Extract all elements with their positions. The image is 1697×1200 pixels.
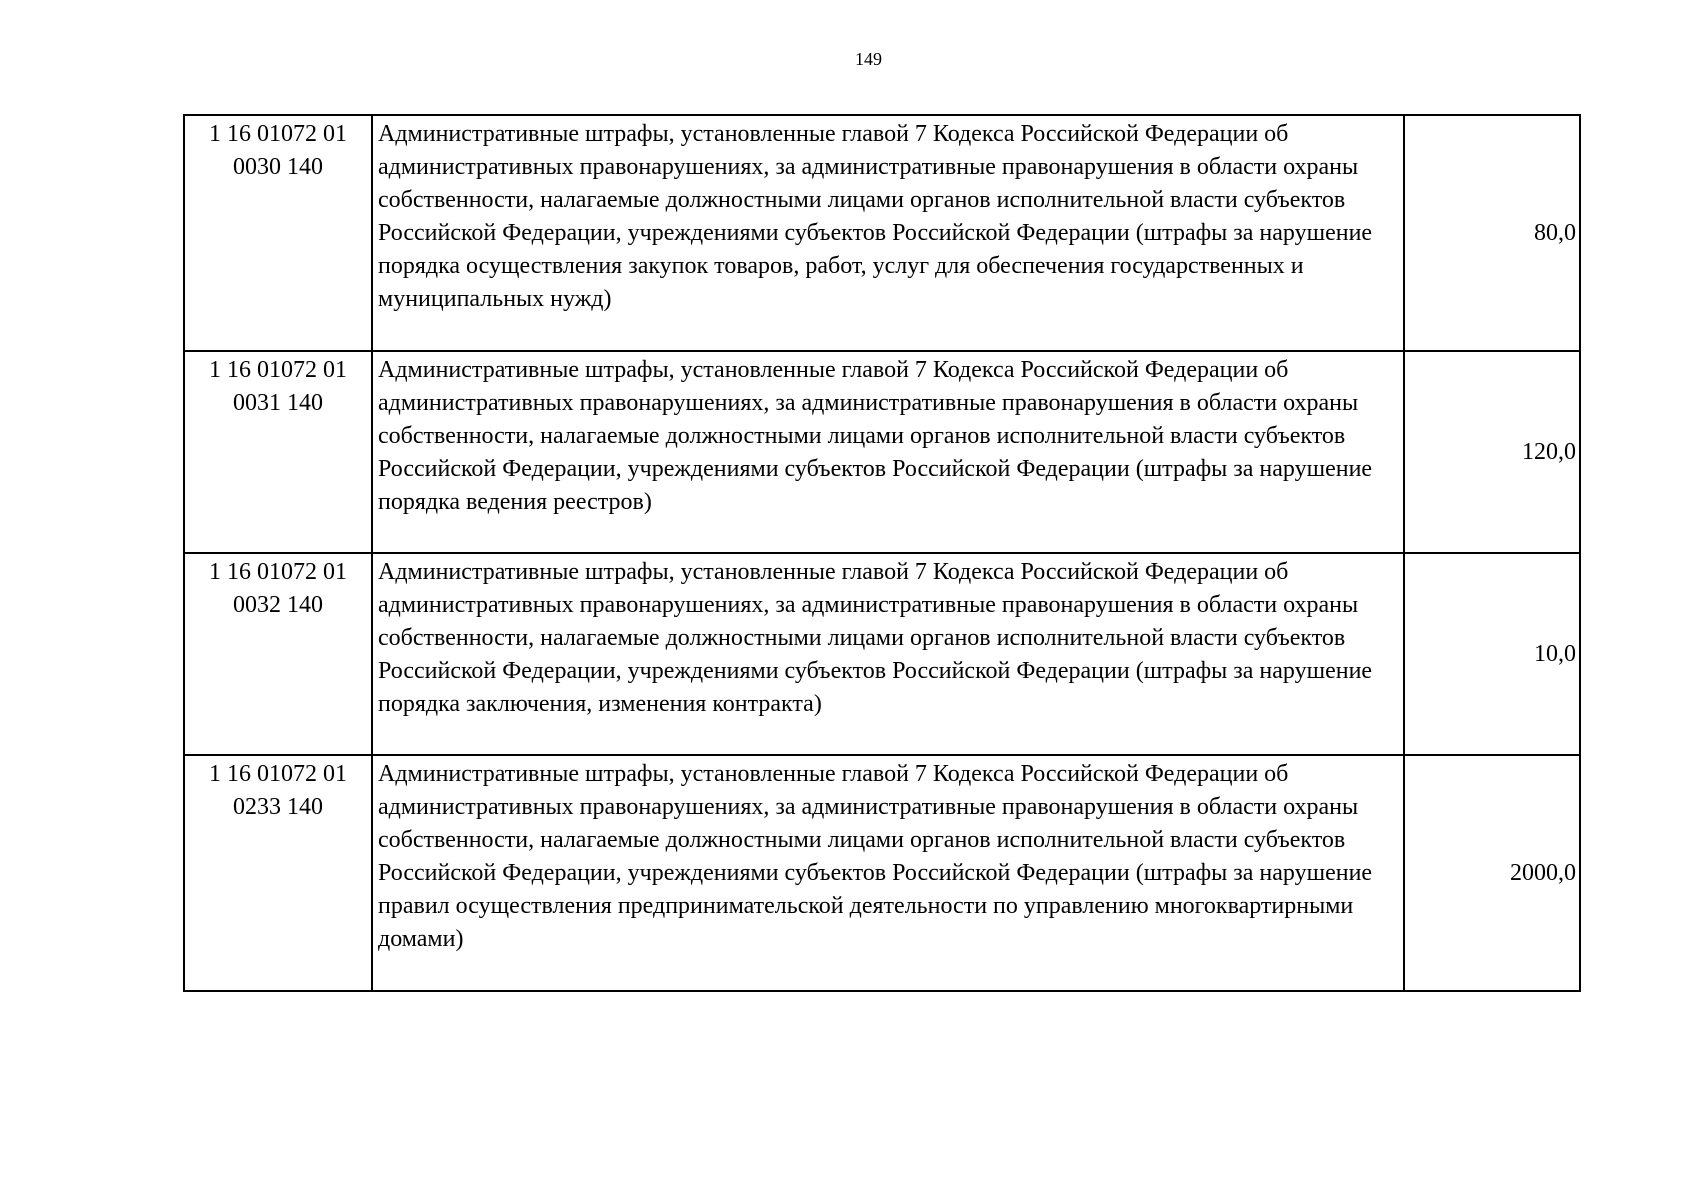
budget-code-line: 1 16 01072 01 — [209, 761, 347, 787]
budget-code-line: 0031 140 — [233, 390, 323, 416]
table-row — [184, 553, 1580, 755]
table-row — [184, 115, 1580, 351]
budget-code-line: 0030 140 — [233, 154, 323, 180]
description-cell: Административные штрафы, установленные главой 7 Кодекса Российской Федерации об административных правонарушениях, за административные правонарушения в области охраны собственности, налагаемые должностными лицами органов исполнительной власти субъектов Российской Федерации, учреждениями субъектов Российской Федерации (штрафы за нарушение порядка заключения, изменения контракта) — [372, 553, 1404, 755]
description-cell: Административные штрафы, установленные главой 7 Кодекса Российской Федерации об административных правонарушениях, за административные правонарушения в области охраны собственности, налагаемые должностными лицами органов исполнительной власти субъектов Российской Федерации, учреждениями субъектов Российской Федерации (штрафы за нарушение порядка осуществления закупок товаров, работ, услуг для обеспечения государственных и муниципальных нужд) — [372, 115, 1404, 351]
budget-code-line: 1 16 01072 01 — [209, 357, 347, 383]
budget-code-line: 0233 140 — [233, 794, 323, 820]
budget-code-cell — [184, 553, 372, 755]
budget-code-line: 1 16 01072 01 — [209, 559, 347, 585]
description-cell: Административные штрафы, установленные главой 7 Кодекса Российской Федерации об административных правонарушениях, за административные правонарушения в области охраны собственности, налагаемые должностными лицами органов исполнительной власти субъектов Российской Федерации, учреждениями субъектов Российской Федерации (штрафы за нарушение правил осуществления предпринимательской деятельности по управлению многоквартирными домами) — [372, 755, 1404, 991]
amount-cell: 80,0 — [1404, 115, 1580, 351]
amount-cell: 2000,0 — [1404, 755, 1580, 991]
amount-cell: 120,0 — [1404, 351, 1580, 553]
budget-code-line: 0032 140 — [233, 592, 323, 618]
budget-code-line: 1 16 01072 01 — [209, 121, 347, 147]
description-cell: Административные штрафы, установленные главой 7 Кодекса Российской Федерации об административных правонарушениях, за административные правонарушения в области охраны собственности, налагаемые должностными лицами органов исполнительной власти субъектов Российской Федерации, учреждениями субъектов Российской Федерации (штрафы за нарушение порядка ведения реестров) — [372, 351, 1404, 553]
revenue-table — [183, 114, 1581, 992]
budget-code-cell — [184, 351, 372, 553]
budget-code-cell — [184, 115, 372, 351]
budget-code-cell — [184, 755, 372, 991]
table-row — [184, 755, 1580, 991]
page-number: 149 — [855, 49, 882, 69]
amount-cell: 10,0 — [1404, 553, 1580, 755]
table-row — [184, 351, 1580, 553]
